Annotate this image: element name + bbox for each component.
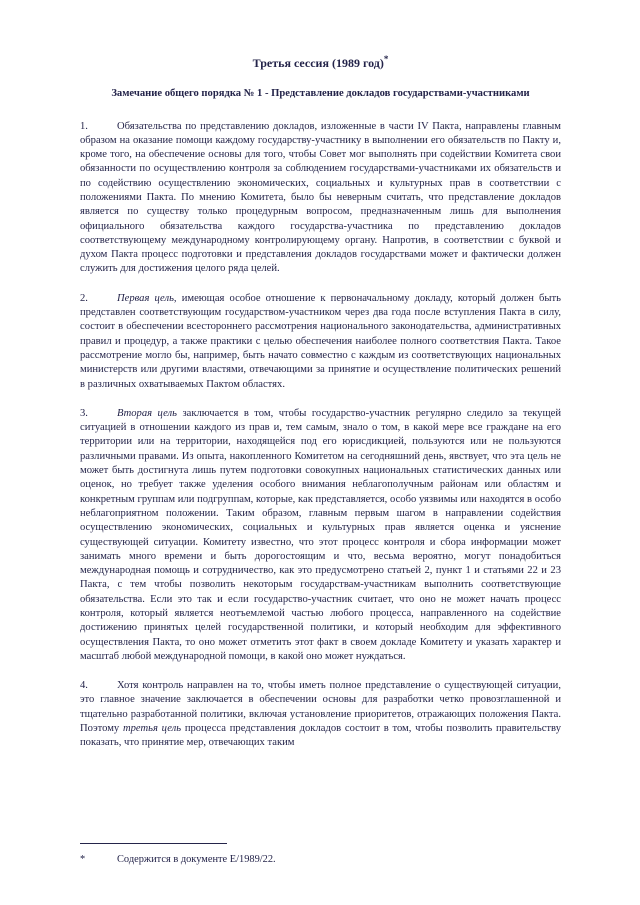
text-run: Хотя контроль направлен на то, чтобы иметь полное представление о существующей ситуации, это главное значение заключается в обеспечении основы для разработки четко провозглашенной и тщательно разработанной политики, включая установление приоритетов, отражающих положения Пакта. Поэтому (80, 680, 561, 735)
emphasized-phrase: Вторая цель (117, 407, 177, 419)
text-run: Обязательства по представлению докладов, изложенные в части IV Пакта, направлены главным образом на оказание помощи каждому государству-участнику в выполнении его обязательств по Пакту и, кроме того, на обеспечение основы для того, чтобы Совет мог выполнять при содействии Комитета свои обязанности по осуществлению контроля за соблюдением государствами-участниками их обязательств и по содействию осуществлению экономических, социальных и культурных прав в соответствии с положениями Пакта. По мнению Комитета, было бы неверным считать, что представление докладов является по существу только процедурным вопросом, предназначенным лишь для выполнения официального обязательства каждого государства-участника по представлению докладов соответствующему международному контролирующему органу. Напротив, в соответствии с буквой и духом Пакта процесс подготовки и представления докладов государствами может и фактически должен служить для достижения целого ряда целей. (80, 120, 561, 275)
paragraph-2 (80, 292, 561, 392)
emphasized-phrase: Первая цель, (117, 292, 177, 304)
title-footnote-marker: * (383, 54, 389, 64)
footnote-area (80, 843, 561, 867)
session-title-text: Третья сессия (1989 год) (252, 56, 384, 70)
footnote-text: Содержится в документе E/1989/22. (117, 854, 276, 865)
document-subtitle: Замечание общего порядка № 1 - Представление докладов государствами-участниками (111, 88, 530, 99)
paragraph-number: 3. (80, 407, 88, 419)
footnote-separator (80, 843, 227, 844)
emphasized-phrase: третья цель (122, 723, 182, 735)
footnote-marker: * (80, 854, 86, 865)
page-title (80, 56, 561, 71)
paragraph-4 (80, 679, 561, 750)
text-run: процесса представления докладов состоит в том, чтобы позволить правительству показать, что принятие мер, отвечающих таким (80, 723, 561, 749)
paragraph-number: 4. (80, 680, 88, 692)
paragraph-number: 2. (80, 292, 88, 304)
text-run: имеющая особое отношение к первоначальному докладу, который должен быть представлен соответствующим государством-участником через два года после вступления Пакта в силу, состоит в обеспечении всестороннего рассмотрения национального законодательства, административных правил и процедур, а также практики с целью обеспечения наиболее полного соответствия Пакта. Такое рассмотрение могло бы, например, быть начато совместно с каждым из соответствующих национальных министерств или другими властями, отвечающими за принятие и осуществление политических решений в различных охватываемых Пактом областях. (80, 292, 561, 390)
paragraph-number: 1. (80, 120, 88, 132)
paragraph-1 (80, 120, 561, 277)
text-run: заключается в том, чтобы государство-участник регулярно следило за текущей ситуацией в отношении каждого из прав и, тем самым, знало о том, в какой мере все граждане на его территории или на территории, находящейся под его юрисдикцией, пользуются или не пользуются различными правами. Из опыта, накопленного Комитетом на сегодняшний день, явствует, что эта цель не может быть достигнута лишь путем подготовки совокупных национальных статистических данных или оценок, но требует также уделения особого внимания неблагополучным районам или областям и конкретным группам или подгруппам, которые, как представляется, особо уязвимы или находятся в особо неблагоприятном положении. Таким образом, главным первым шагом в направлении содействия осуществлению экономических, социальных и культурных прав является оценка и уяснение существующей ситуации. Комитету известно, что этот процесс контроля и сбора информации может занимать много времени и быть дорогостоящим и что, весьма вероятно, могут понадобиться международная помощь и сотрудничество, как это предусмотрено статьей 2, пункт 1 и статьями 22 и 23 Пакта, с тем чтобы позволить некоторым государствам-участникам выполнить соответствующие обязательства. Если это так и если государство-участник считает, что оно не может начать процесс контроля, который является неотъемлемой частью любого процесса, направленного на содействие достижению принятых целей государственной политики, и который необходим для эффективного осуществления Пакта, то оно может отметить этот факт в своем докладе Комитету и указать характер и масштаб любой международной помощи, в какой оно может нуждаться. (80, 407, 562, 662)
paragraph-3 (80, 407, 561, 664)
footnote (80, 853, 561, 867)
